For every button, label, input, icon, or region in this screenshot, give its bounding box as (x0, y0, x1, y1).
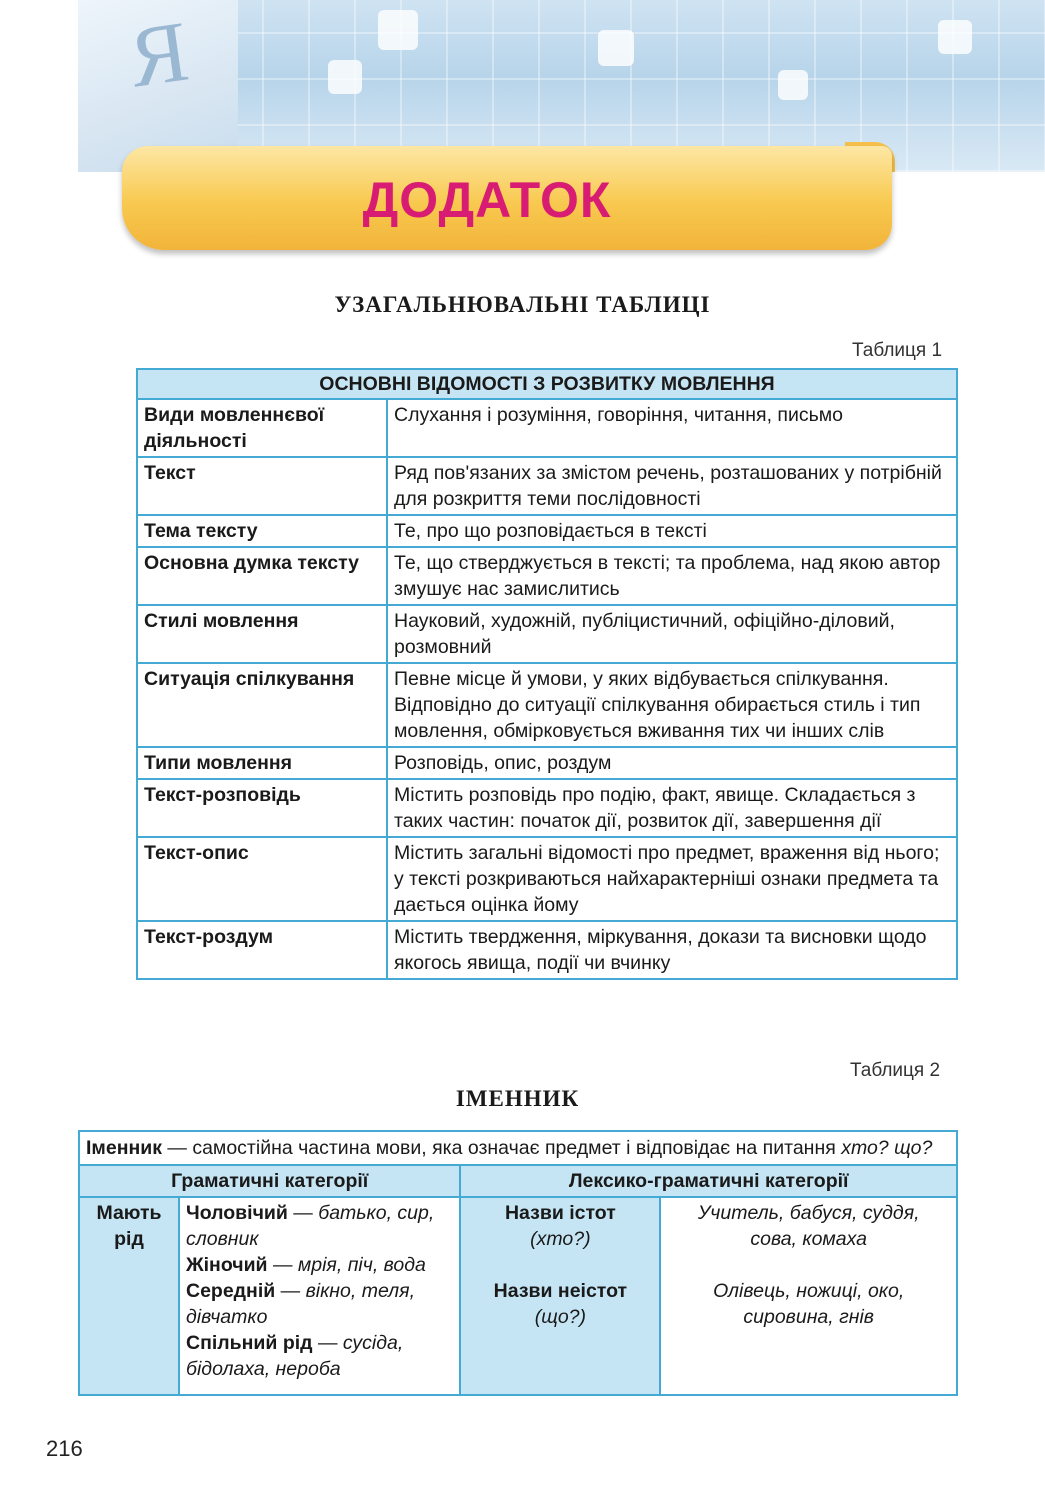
page-title: ДОДАТОК (362, 172, 612, 228)
puzzle-piece-icon (328, 60, 362, 94)
gender-label: Мають рід (79, 1197, 179, 1395)
table-term: Типи мовлення (137, 747, 387, 779)
gender-item: Спільний рід — сусіда, бідолаха, нероба (186, 1332, 404, 1380)
book-letter: Я (123, 2, 195, 106)
gender-item: Середній — вікно, теля, дівчатко (186, 1280, 415, 1328)
table-definition: Ряд пов'язаних за змістом речень, розташованих у потрібній для розкриття теми послідовності (387, 457, 957, 515)
definition-term: Іменник (86, 1137, 162, 1159)
table-row (137, 605, 957, 663)
table-term: Тема тексту (137, 515, 387, 547)
table-term: Текст-роздум (137, 921, 387, 979)
table-term: Стилі мовлення (137, 605, 387, 663)
table-definition: Слухання і розуміння, говоріння, читання, письмо (387, 399, 957, 457)
table-definition: Те, про що розповідається в тексті (387, 515, 957, 547)
gender-item: Чоловічий — батько, сир, словник (186, 1202, 435, 1250)
table-row (137, 663, 957, 747)
table-definition: Містить розповідь про подію, факт, явище. Складається з таких частин: початок дії, розвиток дії, завершення дії (387, 779, 957, 837)
table-row (137, 547, 957, 605)
table2-title: ІМЕННИК (455, 1086, 580, 1111)
table-definition: Містить твердження, міркування, докази та висновки щодо якогось явища, події чи вчинку (387, 921, 957, 979)
table-term: Види мовленнєвої діяльності (137, 399, 387, 457)
definition-questions: хто? що? (841, 1137, 933, 1159)
table-row (137, 779, 957, 837)
table1-header: ОСНОВНІ ВІДОМОСТІ З РОЗВИТКУ МОВЛЕННЯ (137, 369, 957, 399)
noun-table (78, 1130, 958, 1396)
table-definition: Науковий, художній, публіцистичний, офіційно-діловий, розмовний (387, 605, 957, 663)
puzzle-piece-icon (778, 70, 808, 100)
table-row (137, 399, 957, 457)
animate-label-block: Назви істот (хто?) (504, 1202, 616, 1250)
table-definition: Розповідь, опис, роздум (387, 747, 957, 779)
inanimate-examples: Олівець, ножиці, око, сировина, гнів (713, 1280, 905, 1328)
animate-examples: Учитель, бабуся, суддя, сова, комаха (697, 1202, 920, 1250)
animacy-labels (460, 1197, 660, 1395)
table-row (137, 457, 957, 515)
table-row (137, 747, 957, 779)
animacy-examples (660, 1197, 957, 1395)
table-term: Ситуація спілкування (137, 663, 387, 747)
table2-label: Таблиця 2 (850, 1060, 941, 1081)
table-row (137, 921, 957, 979)
table-term: Текст-розповідь (137, 779, 387, 837)
table-definition: Певне місце й умови, у яких відбувається спілкування. Відповідно до ситуації спілкування обирається стиль і тип мовлення, обмірковується вживання тих чи інших слів (387, 663, 957, 747)
lexical-grammatical-header: Лексико-граматичні категорії (460, 1165, 957, 1197)
speech-development-table (136, 368, 958, 980)
puzzle-piece-icon (378, 10, 418, 50)
section-title: УЗАГАЛЬНЮВАЛЬНІ ТАБЛИЦІ (334, 292, 711, 317)
definition-text: — самостійна частина мови, яка означає предмет і відповідає на питання (162, 1137, 842, 1159)
table-definition: Містить загальні відомості про предмет, враження від нього; у тексті розкриваються найхарактерніші ознаки предмета та дається оцінка йому (387, 837, 957, 921)
table1-label: Таблиця 1 (852, 340, 943, 361)
table-term: Основна думка тексту (137, 547, 387, 605)
table-definition: Те, що стверджується в тексті; та проблема, над якою автор змушує нас замислитись (387, 547, 957, 605)
table-term: Текст (137, 457, 387, 515)
puzzle-piece-icon (598, 30, 634, 66)
inanimate-label-block: Назви неістот (що?) (493, 1280, 628, 1328)
puzzle-piece-icon (938, 20, 972, 54)
table-row (137, 837, 957, 921)
table-row (137, 515, 957, 547)
page-number: 216 (46, 1436, 83, 1461)
grammatical-categories-header: Граматичні категорії (79, 1165, 460, 1197)
gender-list (179, 1197, 460, 1395)
noun-definition (79, 1131, 957, 1165)
table-term: Текст-опис (137, 837, 387, 921)
gender-item: Жіночий — мрія, піч, вода (186, 1254, 426, 1276)
